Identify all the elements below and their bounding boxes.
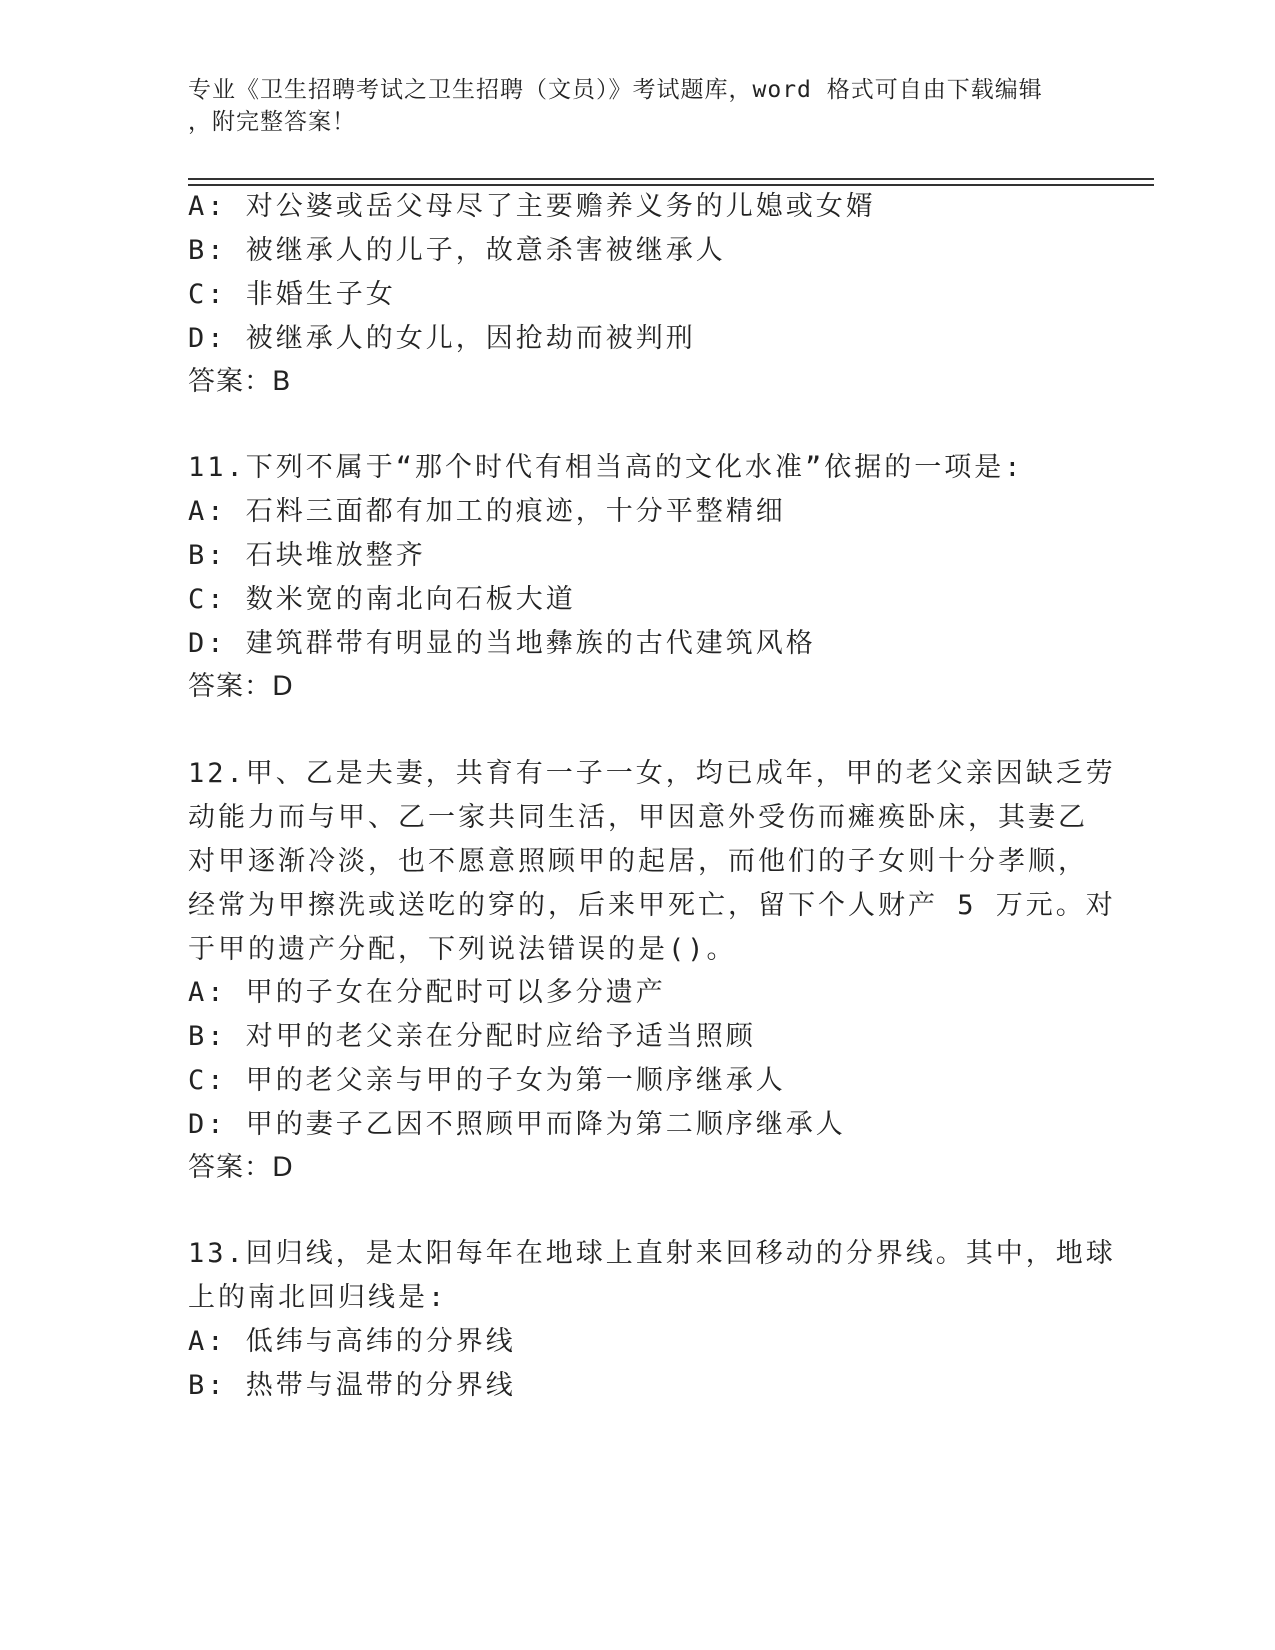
q12-question-line-3: 对甲逐渐冷淡，也不愿意照顾甲的起居，而他们的子女则十分孝顺，	[188, 846, 1088, 877]
q11-option-a: A: 石料三面都有加工的痕迹，十分平整精细	[188, 496, 786, 527]
q10-option-d: D: 被继承人的女儿，因抢劫而被判刑	[188, 323, 696, 354]
q11-option-c: C: 数米宽的南北向石板大道	[188, 584, 576, 615]
q11-option-d: D: 建筑群带有明显的当地彝族的古代建筑风格	[188, 628, 816, 659]
header-line-1: 专业《卫生招聘考试之卫生招聘（文员）》考试题库，word 格式可自由下载编辑	[188, 77, 1043, 103]
q12-option-c: C: 甲的老父亲与甲的子女为第一顺序继承人	[188, 1065, 786, 1096]
q10-answer: 答案：B	[188, 366, 292, 397]
q10-option-c: C: 非婚生子女	[188, 279, 396, 310]
q12-option-b: B: 对甲的老父亲在分配时应给予适当照顾	[188, 1021, 756, 1052]
q11-question: 11.下列不属于“那个时代有相当高的文化水准”依据的一项是:	[188, 452, 1024, 483]
q12-option-d: D: 甲的妻子乙因不照顾甲而降为第二顺序继承人	[188, 1109, 846, 1140]
q13-question-line-1: 13.回归线，是太阳每年在地球上直射来回移动的分界线。其中，地球	[188, 1238, 1116, 1269]
q12-question-line-2: 动能力而与甲、乙一家共同生活，甲因意外受伤而瘫痪卧床，其妻乙	[188, 802, 1088, 833]
header-divider-top	[188, 178, 1154, 180]
q12-answer: 答案：D	[188, 1152, 294, 1183]
q13-question-line-2: 上的南北回归线是:	[188, 1282, 448, 1313]
header-line-2: ，附完整答案！	[188, 109, 356, 135]
q12-question-line-4: 经常为甲擦洗或送吃的穿的，后来甲死亡，留下个人财产 5 万元。对	[188, 890, 1116, 921]
q11-option-b: B: 石块堆放整齐	[188, 540, 426, 571]
q10-option-b: B: 被继承人的儿子，故意杀害被继承人	[188, 235, 726, 266]
q13-option-b: B: 热带与温带的分界线	[188, 1370, 516, 1401]
header-divider-bottom	[188, 184, 1154, 186]
q10-option-a: A: 对公婆或岳父母尽了主要赡养义务的儿媳或女婿	[188, 191, 876, 222]
q12-question-line-5: 于甲的遗产分配，下列说法错误的是()。	[188, 934, 737, 965]
document-header	[188, 74, 1068, 138]
q13-option-a: A: 低纬与高纬的分界线	[188, 1326, 516, 1357]
q11-answer: 答案：D	[188, 671, 294, 702]
q12-question-line-1: 12.甲、乙是夫妻，共育有一子一女，均已成年，甲的老父亲因缺乏劳	[188, 758, 1116, 789]
q12-option-a: A: 甲的子女在分配时可以多分遗产	[188, 977, 666, 1008]
